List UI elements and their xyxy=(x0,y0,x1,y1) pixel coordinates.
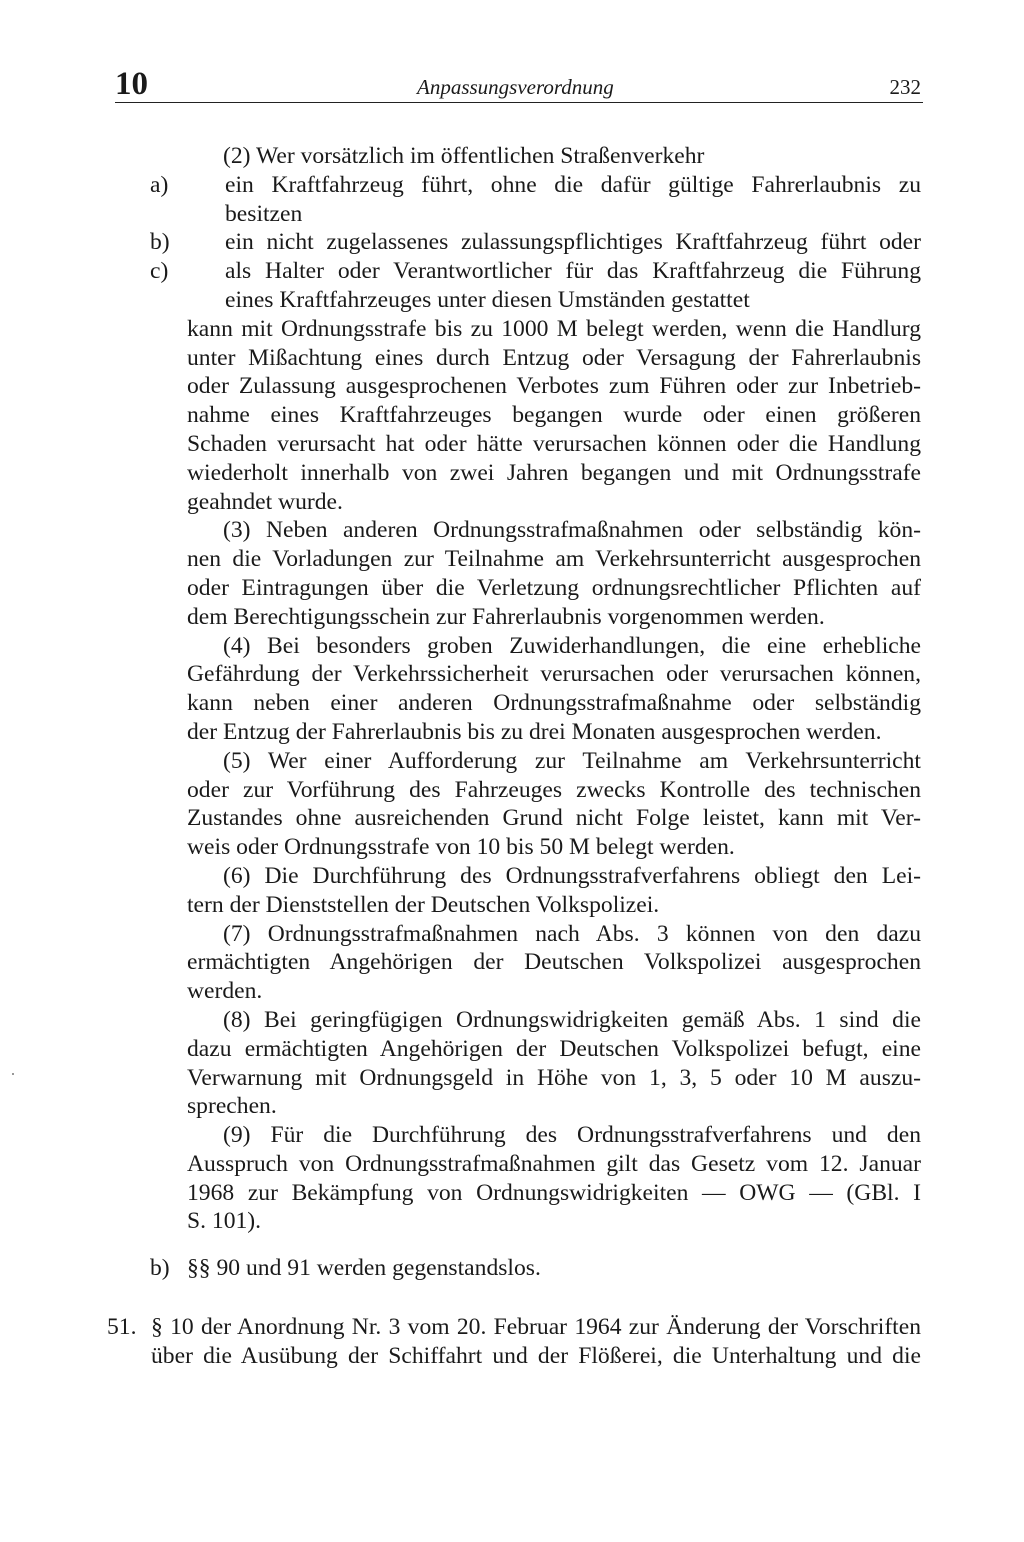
list-label-b: b) xyxy=(150,229,170,256)
paragraph-8-line: (8) Bei geringfügigen Ordnungswidrigkeiten gemäß Abs. 1 sind die xyxy=(223,1006,921,1033)
running-header xyxy=(115,64,923,104)
list-label-a: a) xyxy=(150,171,169,198)
paragraph-3-line: (3) Neben anderen Ordnungsstrafmaßnahmen oder selbständig kön- xyxy=(223,517,921,544)
paragraph-4-line: kann neben einer anderen Ordnungsstrafmaßnahme oder selbständig xyxy=(187,690,921,717)
item-51-line-1: § 10 der Anordnung Nr. 3 vom 20. Februar 1964 zur Änderung der Vorschriften xyxy=(151,1314,921,1341)
paragraph-5-line: Zustandes ohne ausreichenden Grund nicht Folge leistet, kann mit Ver- xyxy=(187,805,921,832)
list-item-b-section xyxy=(150,1254,921,1283)
paragraph-2-intro: (2) Wer vorsätzlich im öffentlichen Straßenverkehr xyxy=(223,143,705,169)
paragraph-8-line: Verwarnung mit Ordnungsgeld in Höhe von 1, 3, 5 oder 10 M auszu- xyxy=(187,1064,921,1091)
spacer xyxy=(187,1236,921,1254)
paragraph-2-line: oder Zulassung ausgesprochenen Verbotes zum Führen oder zur Inbetrieb- xyxy=(187,373,921,400)
page-number: 232 xyxy=(889,75,921,99)
list-item-c-line-1: als Halter oder Verantwortlicher für das Kraftfahrzeug die Führung xyxy=(225,258,921,285)
paragraph-2-line: unter Mißachtung eines durch Entzug oder Versagung der Fahrerlaubnis xyxy=(187,344,921,371)
paragraph-4-line: der Entzug der Fahrerlaubnis bis zu drei Monaten ausgesprochen werden. xyxy=(187,718,882,745)
paragraph-2-line: geahndet wurde. xyxy=(187,488,343,515)
paragraph-6-line: (6) Die Durchführung des Ordnungsstrafverfahrens obliegt den Lei- xyxy=(223,862,921,889)
running-title: Anpassungsverordnung xyxy=(417,75,614,99)
body-text xyxy=(107,142,921,1371)
item-51 xyxy=(107,1313,921,1371)
scan-speck xyxy=(12,1073,14,1075)
paragraph-5-line: weis oder Ordnungsstrafe von 10 bis 50 M belegt werden. xyxy=(187,834,735,861)
paragraph-7-line: ermächtigten Angehörigen der Deutschen Volkspolizei ausgesprochen xyxy=(187,949,921,976)
paragraph-3-line: dem Berechtigungsschein zur Fahrerlaubnis vorgenommen werden. xyxy=(187,603,825,630)
list-item-c-line-2: eines Kraftfahrzeuges unter diesen Umständen gestattet xyxy=(225,286,750,313)
paragraph-8-line: dazu ermächtigten Angehörigen der Deutschen Volkspolizei befugt, eine xyxy=(187,1035,921,1062)
list-label-b-section: b) xyxy=(150,1255,170,1282)
paragraph-2-line: nahme eines Kraftfahrzeuges begangen wurde oder einen größeren xyxy=(187,402,921,429)
paragraph-3-line: oder Eintragungen über die Verletzung ordnungsrechtlicher Pflichten auf xyxy=(187,574,921,601)
header-rule xyxy=(115,102,923,103)
paragraph-2-line: Schaden verursacht hat oder hätte verursachen können oder die Handlung xyxy=(187,430,921,457)
chapter-number: 10 xyxy=(115,66,148,102)
item-51-label: 51. xyxy=(107,1314,137,1341)
list-item-b-line-1: ein nicht zugelassenes zulassungspflichtiges Kraftfahrzeug führt oder xyxy=(225,229,921,256)
paragraph-9-line: (9) Für die Durchführung des Ordnungsstrafverfahrens und den xyxy=(223,1122,921,1149)
list-item-a-line-1: ein Kraftfahrzeug führt, ohne die dafür gültige Fahrerlaubnis zu xyxy=(225,171,921,198)
list-item-a-line-2: besitzen xyxy=(225,200,303,227)
paragraph-3-line: nen die Vorladungen zur Teilnahme am Verkehrsunterricht ausgesprochen xyxy=(187,546,921,573)
list-item-b xyxy=(150,228,921,257)
list-label-c: c) xyxy=(150,258,169,285)
paragraph-2-line: kann mit Ordnungsstrafe bis zu 1000 M belegt werden, wenn die Handlurg xyxy=(187,315,921,342)
paragraph-7-line: werden. xyxy=(187,978,263,1005)
list-item-a xyxy=(150,171,921,229)
paragraph-9-line: 1968 zur Bekämpfung von Ordnungswidrigkeiten — OWG — (GBl. I xyxy=(187,1179,921,1206)
list-item-b-section-text: §§ 90 und 91 werden gegenstandslos. xyxy=(187,1255,541,1282)
paragraph-5-line: (5) Wer einer Aufforderung zur Teilnahme am Verkehrsunterricht xyxy=(223,747,921,774)
paragraph-2-line: wiederholt innerhalb von zwei Jahren begangen und mit Ordnungsstrafe xyxy=(187,459,921,486)
spacer xyxy=(187,1283,921,1313)
paragraph-4-line: Gefährdung der Verkehrssicherheit verursachen oder verursachen können, xyxy=(187,661,921,688)
list-item-c xyxy=(150,257,921,315)
paragraph-7-line: (7) Ordnungsstrafmaßnahmen nach Abs. 3 können von den dazu xyxy=(223,920,921,947)
paragraph-8-line: sprechen. xyxy=(187,1093,277,1120)
item-51-line-2: über die Ausübung der Schiffahrt und der Flößerei, die Unterhaltung und die xyxy=(151,1342,921,1369)
paragraph-9-line: S. 101). xyxy=(187,1208,262,1235)
paragraph-6-line: tern der Dienststellen der Deutschen Volkspolizei. xyxy=(187,891,660,918)
paragraph-9-line: Ausspruch von Ordnungsstrafmaßnahmen gilt das Gesetz vom 12. Januar xyxy=(187,1150,921,1177)
paragraph-5-line: oder zur Vorführung des Fahrzeuges zwecks Kontrolle des technischen xyxy=(187,776,921,803)
paragraph-4-line: (4) Bei besonders groben Zuwiderhandlungen, die eine erhebliche xyxy=(223,632,921,659)
